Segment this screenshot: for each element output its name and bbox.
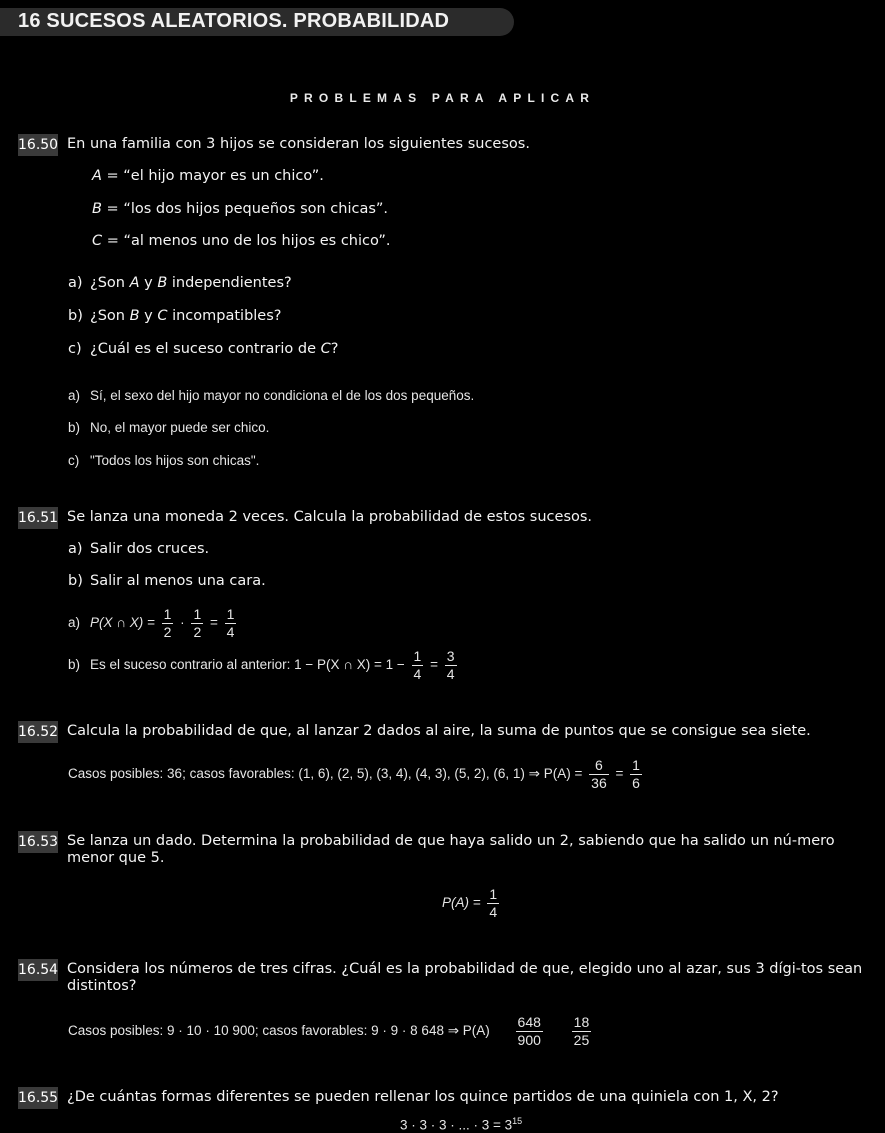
answer-item: c) "Todos los hijos son chicas". xyxy=(68,453,260,468)
problem-number: 16.50 xyxy=(18,134,58,156)
question-item: a) Salir dos cruces. xyxy=(68,541,210,557)
problem-statement: Se lanza una moneda 2 veces. Calcula la probabilidad de estos sucesos. xyxy=(67,509,593,525)
fraction: $\frac{18}{25}$ xyxy=(573,1014,590,1048)
fraction: $\frac{1}{4}$ xyxy=(226,606,235,640)
problem-number: 16.55 xyxy=(18,1087,58,1109)
fraction: $\frac{3}{4}$ xyxy=(446,648,455,682)
fraction: $\frac{6}{36}$ xyxy=(591,757,607,791)
problem-number: 16.54 xyxy=(18,959,58,981)
answer-item: Casos posibles: 9 · 10 · 10 900; casos favorables: 9 · 9 · 8 648 ⇒ P(A) $\frac{648}{900}$ $\frac{18}{25}$ xyxy=(68,1014,590,1048)
fraction: $\frac{1}{4}$ xyxy=(489,886,498,920)
problem-number: 16.52 xyxy=(18,721,58,743)
problem-statement: Calcula la probabilidad de que, al lanzar 2 dados al aire, la suma de puntos que se consigue sea siete. xyxy=(67,723,811,739)
fraction: $\frac{648}{900}$ xyxy=(517,1014,541,1048)
problem-statement: Considera los números de tres cifras. ¿Cuál es la probabilidad de que, elegido uno al azar, sus 3 dígi-tos sean distintos? xyxy=(67,961,863,994)
answer-item: a) Sí, el sexo del hijo mayor no condiciona el de los dos pequeños. xyxy=(68,388,475,403)
answer-item: P(A) = $\frac{1}{4}$ xyxy=(442,886,498,920)
question-item: c) ¿Cuál es el suceso contrario de C? xyxy=(68,341,339,357)
fraction: $\frac{1}{4}$ xyxy=(413,648,422,682)
question-item: b) Salir al menos una cara. xyxy=(68,573,266,589)
question-item: b) ¿Son B y C incompatibles? xyxy=(68,308,282,324)
problem-number: 16.53 xyxy=(18,831,58,853)
problem-number: 16.51 xyxy=(18,507,58,529)
answer-item: b) No, el mayor puede ser chico. xyxy=(68,420,270,435)
chapter-title: 16 SUCESOS ALEATORIOS. PROBABILIDAD xyxy=(18,10,450,32)
fraction: $\frac{1}{6}$ xyxy=(632,757,640,791)
answer-item: b) Es el suceso contrario al anterior: 1 − P(X ∩ X) = 1 − $\frac{1}{4}$ = $\frac{3}{4}$ xyxy=(68,648,455,682)
fraction: $\frac{1}{2}$ xyxy=(193,606,202,640)
section-title: PROBLEMAS PARA APLICAR xyxy=(289,91,596,105)
problem-statement: En una familia con 3 hijos se consideran los siguientes sucesos. xyxy=(67,136,530,152)
event-definition: A = “el hijo mayor es un chico”. xyxy=(92,168,324,184)
question-item: a) ¿Son A y B independientes? xyxy=(68,275,292,291)
event-definition: B = “los dos hijos pequeños son chicas”. xyxy=(92,201,389,217)
answer-item: a) P(X ∩ X) = $\frac{1}{2}$ · $\frac{1}{2}$ = $\frac{1}{4}$ xyxy=(68,606,235,640)
answer-item: 3 · 3 · 3 · ... · $3 = 3^{15}$ xyxy=(400,1116,523,1133)
problem-statement: ¿De cuántas formas diferentes se pueden rellenar los quince partidos de una quiniela con 1, X, 2? xyxy=(67,1089,779,1105)
answer-item: Casos posibles: 36; casos favorables: (1, 6), (2, 5), (3, 4), (4, 3), (5, 2), (6, 1) ⇒ P(A) = $\frac{6}{36}$ = $\frac{1}{6}$ xyxy=(68,757,640,791)
event-definition: C = “al menos uno de los hijos es chico”. xyxy=(92,233,391,249)
problem-statement: Se lanza un dado. Determina la probabilidad de que haya salido un 2, sabiendo que ha salido un nú-mero menor que 5. xyxy=(67,833,835,866)
fraction: $\frac{1}{2}$ xyxy=(163,606,172,640)
